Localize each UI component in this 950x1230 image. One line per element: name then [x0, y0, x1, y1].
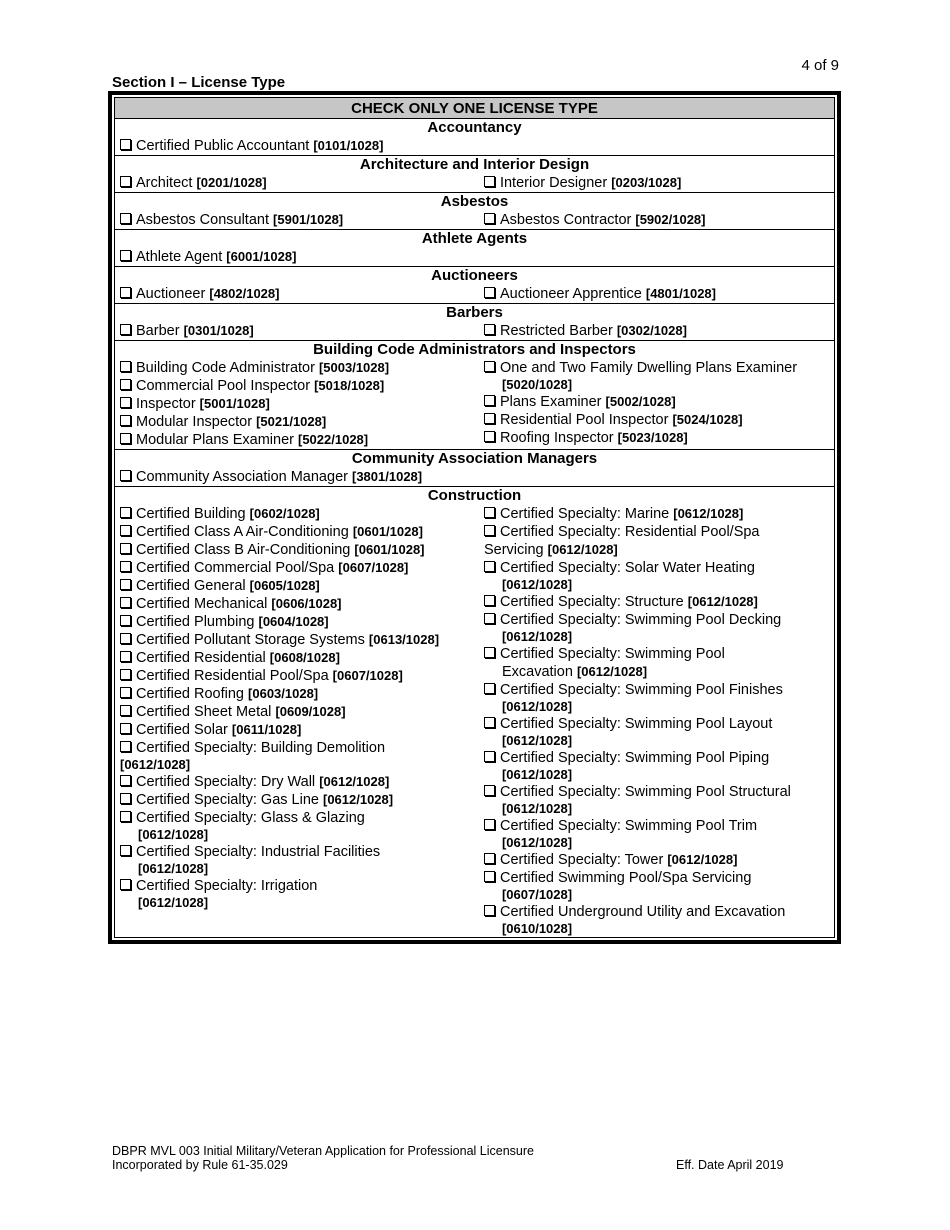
license-option[interactable]: Certified Commercial Pool/Spa [0607/1028] [120, 559, 479, 577]
license-option[interactable]: Certified Mechanical [0606/1028] [120, 595, 479, 613]
license-option[interactable]: Asbestos Contractor [5902/1028] [484, 211, 834, 229]
category-row [115, 248, 834, 267]
license-option[interactable]: One and Two Family Dwelling Plans Examiner [484, 359, 834, 377]
license-code: [0612/1028] [138, 861, 209, 876]
checkbox-icon[interactable] [120, 324, 131, 335]
checkbox-icon[interactable] [120, 879, 131, 890]
license-code: [0612/1028] [501, 733, 573, 748]
checkbox-icon[interactable] [120, 213, 131, 224]
license-option[interactable]: Asbestos Consultant [5901/1028] [120, 211, 479, 229]
category-row [115, 468, 834, 487]
license-code: [0612/1028] [501, 699, 573, 714]
rule-reference: Incorporated by Rule 61-35.029 [112, 1158, 288, 1172]
license-code: [0612/1028] [138, 895, 209, 910]
checkbox-icon[interactable] [120, 615, 131, 626]
license-option[interactable]: Certified Specialty: Tower [0612/1028] [484, 851, 834, 869]
checkbox-icon[interactable] [484, 751, 495, 762]
checkbox-icon[interactable] [484, 905, 495, 916]
checkbox-icon[interactable] [120, 741, 131, 752]
license-option[interactable]: Certified Sheet Metal [0609/1028] [120, 703, 479, 721]
license-option[interactable]: Modular Inspector [5021/1028] [120, 413, 479, 431]
license-option[interactable]: Plans Examiner [5002/1028] [484, 393, 834, 411]
license-option[interactable]: Certified Specialty: Marine [0612/1028] [484, 505, 834, 523]
license-option[interactable]: Certified Pollutant Storage Systems [0613/1028] [120, 631, 479, 649]
category-row [115, 505, 834, 937]
license-option[interactable]: Certified Swimming Pool/Spa Servicing [484, 869, 834, 887]
checkbox-icon[interactable] [484, 785, 495, 796]
checkbox-icon[interactable] [120, 597, 131, 608]
license-type-form [108, 91, 841, 944]
license-option[interactable]: Certified Residential Pool/Spa [0607/1028] [120, 667, 479, 685]
license-option-continued: Excavation [0612/1028] [501, 664, 648, 680]
license-option[interactable]: Athlete Agent [6001/1028] [120, 248, 479, 266]
license-option[interactable]: Certified Specialty: Swimming Pool Piping [484, 749, 834, 767]
category-community-association-managers: Community Association Managers [351, 450, 598, 467]
license-option[interactable]: Certified Solar [0611/1028] [120, 721, 479, 739]
license-code: [0612/1028] [501, 629, 573, 644]
category-asbestos: Asbestos [440, 193, 509, 210]
checkbox-icon[interactable] [120, 669, 131, 680]
category-accountancy: Accountancy [427, 119, 522, 136]
checkbox-icon[interactable] [120, 361, 131, 372]
category-row [115, 137, 834, 156]
license-option[interactable]: Certified Residential [0608/1028] [120, 649, 479, 667]
checkbox-icon[interactable] [484, 819, 495, 830]
license-option[interactable]: Restricted Barber [0302/1028] [484, 322, 834, 340]
license-code: [0607/1028] [501, 887, 573, 902]
checkbox-icon[interactable] [120, 793, 131, 804]
checkbox-icon[interactable] [120, 470, 131, 481]
checkbox-icon[interactable] [120, 433, 131, 444]
checkbox-icon[interactable] [484, 853, 495, 864]
checkbox-icon[interactable] [484, 287, 495, 298]
license-option[interactable]: Modular Plans Examiner [5022/1028] [120, 431, 479, 449]
license-option[interactable]: Auctioneer Apprentice [4801/1028] [484, 285, 834, 303]
checkbox-icon[interactable] [120, 811, 131, 822]
category-row [115, 322, 834, 341]
license-option[interactable]: Interior Designer [0203/1028] [484, 174, 834, 192]
checkbox-icon[interactable] [120, 139, 131, 150]
checkbox-icon[interactable] [120, 651, 131, 662]
table-header: CHECK ONLY ONE LICENSE TYPE [115, 98, 834, 119]
license-option[interactable]: Residential Pool Inspector [5024/1028] [484, 411, 834, 429]
checkbox-icon[interactable] [484, 595, 495, 606]
license-code: [0612/1028] [120, 757, 191, 772]
checkbox-icon[interactable] [120, 287, 131, 298]
license-option[interactable]: Certified Specialty: Industrial Facilities [120, 843, 479, 861]
checkbox-icon[interactable] [120, 525, 131, 536]
license-option[interactable]: Certified Building [0602/1028] [120, 505, 479, 523]
checkbox-icon[interactable] [120, 845, 131, 856]
license-option[interactable]: Certified Specialty: Swimming Pool Finishes [484, 681, 834, 699]
license-code: [0612/1028] [501, 577, 573, 592]
license-code: [5020/1028] [501, 377, 573, 392]
checkbox-icon[interactable] [484, 683, 495, 694]
license-table [114, 97, 835, 938]
category-building-code: Building Code Administrators and Inspectors [313, 341, 636, 358]
checkbox-icon[interactable] [120, 633, 131, 644]
checkbox-icon[interactable] [484, 613, 495, 624]
checkbox-icon[interactable] [484, 431, 495, 442]
checkbox-icon[interactable] [484, 413, 495, 424]
checkbox-icon[interactable] [484, 525, 495, 536]
license-option[interactable]: Certified Specialty: Swimming Pool Layout [484, 715, 834, 733]
checkbox-icon[interactable] [484, 324, 495, 335]
checkbox-icon[interactable] [484, 395, 495, 406]
checkbox-icon[interactable] [484, 507, 495, 518]
license-option[interactable]: Certified Specialty: Dry Wall [0612/1028] [120, 773, 479, 791]
category-row [115, 211, 834, 230]
checkbox-icon[interactable] [484, 647, 495, 658]
license-option[interactable]: Community Association Manager [3801/1028] [120, 468, 479, 486]
license-option[interactable]: Certified Specialty: Glass & Glazing [120, 809, 479, 827]
checkbox-icon[interactable] [120, 507, 131, 518]
license-option[interactable]: Certified Underground Utility and Excavation [484, 903, 834, 921]
license-code: [0612/1028] [138, 827, 209, 842]
license-code: [0610/1028] [501, 921, 573, 936]
checkbox-icon[interactable] [120, 705, 131, 716]
category-barbers: Barbers [446, 304, 503, 321]
license-option[interactable]: Certified Class B Air-Conditioning [0601/1028] [120, 541, 479, 559]
category-row [115, 359, 834, 450]
license-option[interactable]: Certified Specialty: Solar Water Heating [484, 559, 834, 577]
checkbox-icon[interactable] [120, 397, 131, 408]
checkbox-icon[interactable] [120, 561, 131, 572]
checkbox-icon[interactable] [484, 717, 495, 728]
checkbox-icon[interactable] [120, 579, 131, 590]
license-option[interactable]: Certified Specialty: Residential Pool/Spa [484, 523, 834, 541]
license-code: [0612/1028] [501, 767, 573, 782]
checkbox-icon[interactable] [484, 561, 495, 572]
category-auctioneers: Auctioneers [431, 267, 518, 284]
license-option[interactable]: Commercial Pool Inspector [5018/1028] [120, 377, 479, 395]
license-option[interactable]: Certified Specialty: Gas Line [0612/1028] [120, 791, 479, 809]
category-construction: Construction [427, 487, 522, 504]
form-identifier: DBPR MVL 003 Initial Military/Veteran Application for Professional Licensure [112, 1144, 534, 1158]
category-athlete-agents: Athlete Agents [421, 230, 528, 247]
section-title: Section I – License Type [112, 74, 286, 91]
checkbox-icon[interactable] [484, 176, 495, 187]
checkbox-icon[interactable] [120, 543, 131, 554]
license-code: [0612/1028] [501, 835, 573, 850]
license-option[interactable]: Auctioneer [4802/1028] [120, 285, 479, 303]
category-architecture: Architecture and Interior Design [359, 156, 590, 173]
license-option[interactable]: Certified Roofing [0603/1028] [120, 685, 479, 703]
category-row [115, 285, 834, 304]
checkbox-icon[interactable] [484, 213, 495, 224]
license-code: [0612/1028] [501, 801, 573, 816]
license-option[interactable]: Certified Public Accountant [0101/1028] [120, 137, 479, 155]
license-option[interactable]: Barber [0301/1028] [120, 322, 479, 340]
checkbox-icon[interactable] [120, 176, 131, 187]
category-row [115, 174, 834, 193]
license-option-continued: Servicing [0612/1028] [483, 542, 618, 558]
checkbox-icon[interactable] [120, 415, 131, 426]
form-footer [112, 1144, 534, 1172]
page-number: 4 of 9 [801, 57, 839, 74]
checkbox-icon[interactable] [484, 871, 495, 882]
license-option[interactable]: Inspector [5001/1028] [120, 395, 479, 413]
license-option[interactable]: Certified Specialty: Swimming Pool Decking [484, 611, 834, 629]
checkbox-icon[interactable] [120, 687, 131, 698]
license-option[interactable]: Architect [0201/1028] [120, 174, 479, 192]
license-option[interactable]: Certified Specialty: Swimming Pool Structural [484, 783, 834, 801]
license-option[interactable]: Certified Specialty: Structure [0612/1028] [484, 593, 834, 611]
license-option[interactable]: Certified Specialty: Building Demolition [120, 739, 479, 757]
license-option[interactable]: Roofing Inspector [5023/1028] [484, 429, 834, 447]
license-option[interactable]: Certified Specialty: Swimming Pool Trim [484, 817, 834, 835]
checkbox-icon[interactable] [120, 775, 131, 786]
license-option[interactable]: Certified Specialty: Swimming Pool [484, 645, 834, 663]
license-option[interactable]: Certified General [0605/1028] [120, 577, 479, 595]
effective-date: Eff. Date April 2019 [676, 1158, 784, 1172]
checkbox-icon[interactable] [120, 723, 131, 734]
checkbox-icon[interactable] [120, 250, 131, 261]
license-option[interactable]: Certified Specialty: Irrigation [120, 877, 479, 895]
license-option[interactable]: Certified Plumbing [0604/1028] [120, 613, 479, 631]
license-option[interactable]: Building Code Administrator [5003/1028] [120, 359, 479, 377]
checkbox-icon[interactable] [120, 379, 131, 390]
license-option[interactable]: Certified Class A Air-Conditioning [0601/1028] [120, 523, 479, 541]
checkbox-icon[interactable] [484, 361, 495, 372]
